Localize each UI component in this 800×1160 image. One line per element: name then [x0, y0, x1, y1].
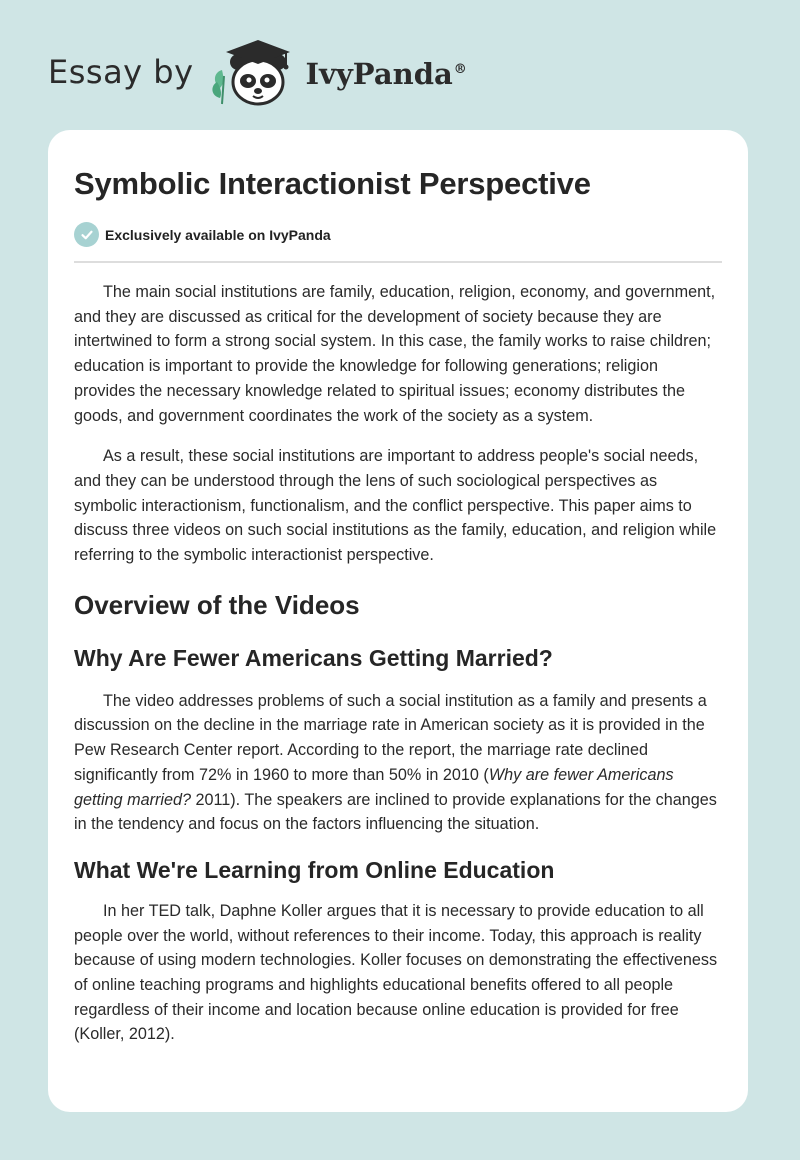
brand-header[interactable]	[48, 36, 467, 108]
divider	[74, 261, 722, 263]
panda-logo-icon	[208, 36, 304, 108]
intro-paragraph-2: As a result, these social institutions are important to address people's social needs, and they can be understood through the lens of such sociological perspectives as symbolic interactionism, functionalism, and the conflict perspective. This paper aims to discuss three videos on such social institutions as the family, education, and religion while referring to the symbolic interactionist perspective.	[74, 447, 717, 565]
page-title: Symbolic Interactionist Perspective	[74, 166, 591, 201]
exclusive-badge	[74, 222, 722, 247]
subsection-paragraph-2: In her TED talk, Daphne Koller argues that it is necessary to provide education to all people over the world, without references to their income. Today, this approach is reality because of using modern technologies. Koller focuses on demonstrating the effectiveness of online teaching programs and highlights educational benefits offered to all people regardless of their income and location because online education is provided for free (Koller, 2012).	[74, 901, 718, 1044]
citation-title: Why are fewer Americans getting married?	[74, 765, 674, 809]
brand-name: IvyPanda®	[305, 57, 467, 91]
brand-prefix: Essay by	[48, 53, 194, 91]
check-icon	[74, 222, 99, 247]
subsection-heading-2: What We're Learning from Online Education	[74, 856, 555, 883]
section-heading: Overview of the Videos	[74, 589, 360, 620]
intro-paragraph-1: The main social institutions are family, education, religion, economy, and government, and they are discussed as critical for the development of society because they are intertwined to form a strong social system. In this case, the family works to raise children; education is important to provide the knowledge for following generations; religion provides the necessary knowledge related to spiritual issues; economy distributes the goods, and government coordinates the work of the society as a system.	[74, 283, 716, 425]
subsection-paragraph-1: The video addresses problems of such a social institution as a family and presents a discussion on the decline in the marriage rate in American society as it is provided in the Pew Research Center report. According to the report, the marriage rate declined significantly from 72% in 1960 to more than 50% in 2010 (Why are fewer Americans getting married? 2011). The speakers are inclined to provide explanations for the changes in the tendency and focus on the factors influencing the situation.	[74, 691, 717, 834]
subsection-heading-1: Why Are Fewer Americans Getting Married?	[74, 644, 553, 671]
essay-card	[48, 130, 748, 1112]
exclusive-label: Exclusively available on IvyPanda	[105, 226, 331, 243]
